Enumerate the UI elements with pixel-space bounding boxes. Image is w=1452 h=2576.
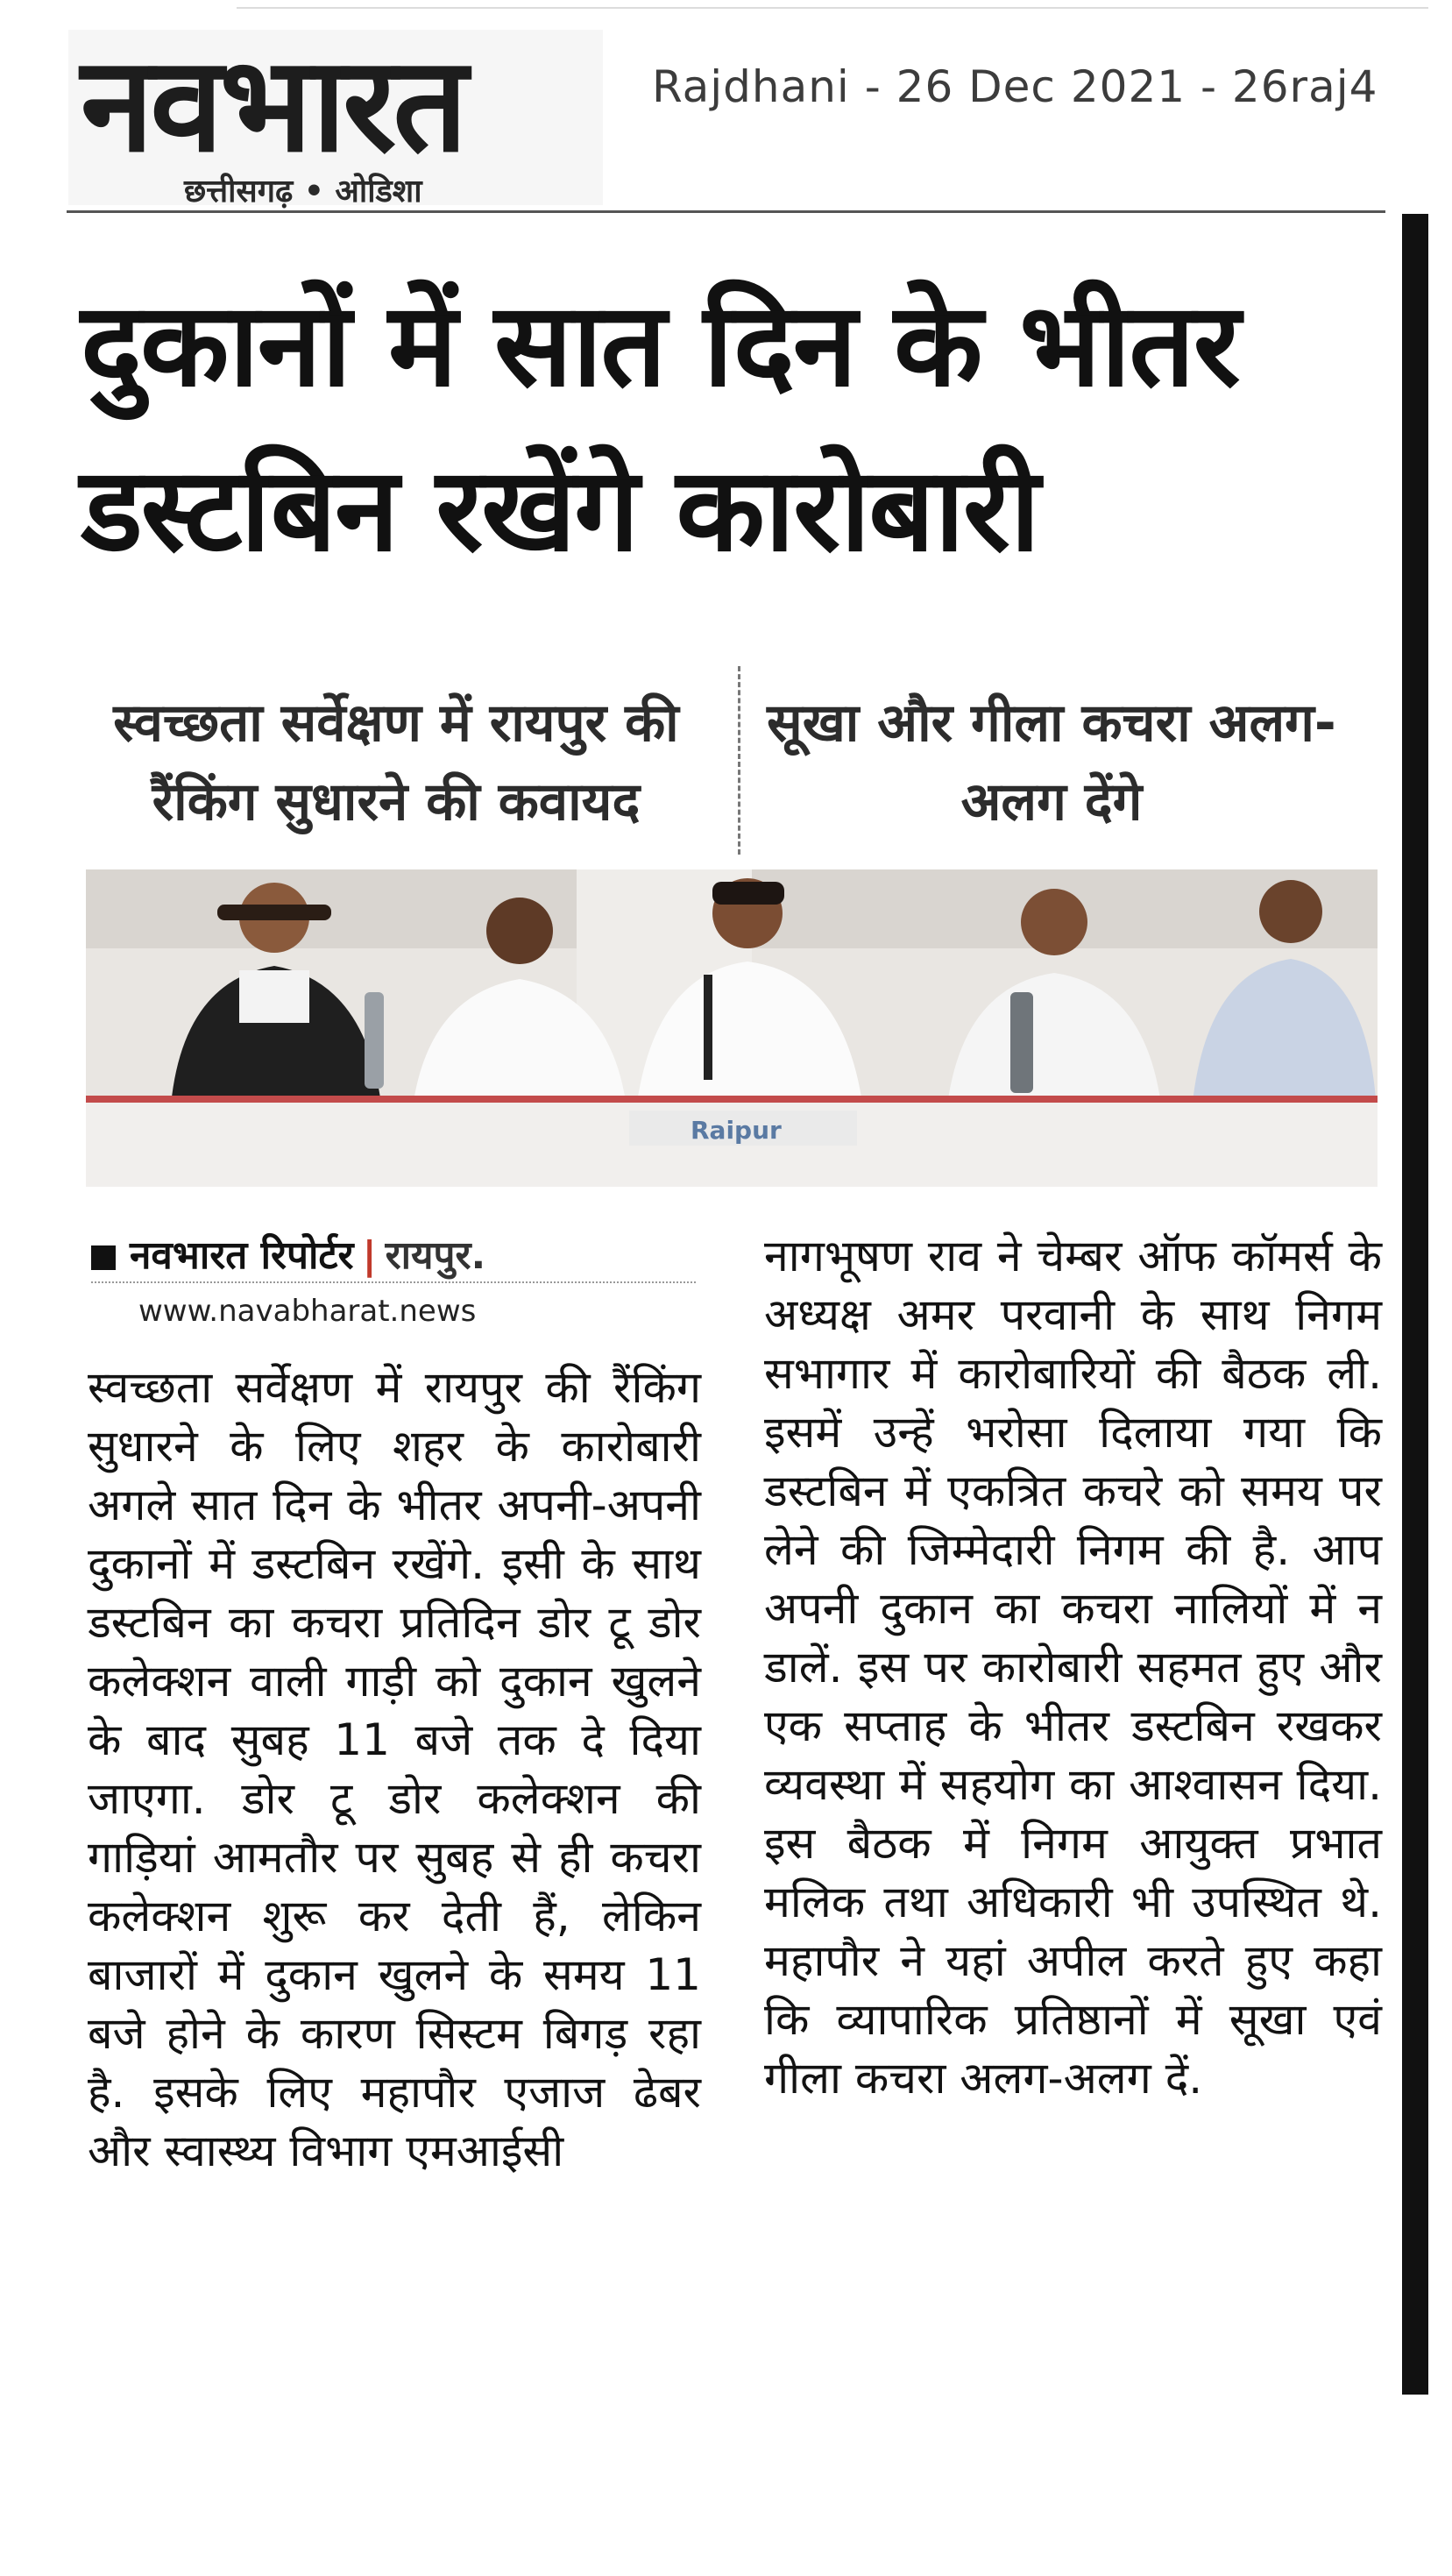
edition-line: Rajdhani - 26 Dec 2021 - 26raj4 [652, 61, 1378, 112]
article-column-right: नागभूषण राव ने चेम्बर ऑफ कॉमर्स के अध्यक्ष अमर परवानी के साथ निगम सभागार में कारोबारियों की बैठक ली. इसमें उन्हें भरोसा दिलाया गया कि डस्टबिन में एकत्रित कचरे को समय पर लेने की जिम्मेदारी निगम की है. आप अपनी दुकान का कचरा नालियों में न डालें. इस पर कारोबारी सहमत हुए और एक सप्ताह के भीतर डस्टबिन रखकर व्यवस्था में सहयोग का आश्वासन दिया. इस बैठक में निगम आयुक्त प्रभात मलिक तथा अधिकारी भी उपस्थित थे. महापौर ने यहां अपील करते हुए कहा कि व्यापारिक प्रतिष्ठानों में सूखा एवं गीला कचरा अलग-अलग दें. [764, 1231, 1382, 2104]
headline-line-2: डस्टबिन रखेंगे कारोबारी [81, 443, 1038, 578]
byline-square-icon [91, 1245, 116, 1270]
newspaper-logo: नवभारत [81, 29, 464, 181]
article-column-left: स्वच्छता सर्वेक्षण में रायपुर की रैंकिंग सुधारने के लिए शहर के कारोबारी अगले सात दिन के भीतर अपनी-अपनी दुकानों में डस्टबिन रखेंगे. इसी के साथ डस्टबिन का कचरा प्रतिदिन डोर टू डोर कलेक्शन वाली गाड़ी को दुकान खुलने के बाद सुबह 11 बजे तक दे दिया जाएगा. डोर टू डोर कलेक्शन की गाड़ियां आमतौर पर सुबह से ही कचरा कलेक्शन शुरू कर देती हैं, लेकिन बाजारों में दुकान खुलने के समय 11 बजे होने के कारण सिस्टम बिगड़ रहा है. इसके लिए महापौर एजाज ढेबर और स्वास्थ्य विभाग एमआईसी [88, 1362, 701, 2176]
meeting-photo [86, 869, 1378, 1187]
headline-line-1: दुकानों में सात दिन के भीतर [81, 278, 1239, 413]
page-edge-bar [1402, 214, 1428, 2395]
subheading-divider [738, 666, 740, 855]
byline-separator: | [362, 1233, 377, 1278]
masthead-rule [67, 210, 1385, 213]
photo-banner-text: Raipur [691, 1116, 782, 1145]
byline [91, 1227, 485, 1280]
byline-rule [91, 1281, 696, 1283]
subheading-right: सूखा और गीला कचरा अलग-अलग देंगे [767, 692, 1336, 833]
meeting-photo-illustration [86, 869, 1378, 1187]
byline-reporter: नवभारत रिपोर्टर [130, 1233, 354, 1278]
subheading-left: स्वच्छता सर्वेक्षण में रायपुर की रैंकिंग सुधारने की कवायद [113, 692, 679, 833]
byline-city: रायपुर. [385, 1233, 486, 1278]
headline [81, 263, 1395, 593]
logo-subtitle: छत्तीसगढ़ • ओडिशा [184, 174, 422, 209]
top-rule [237, 7, 1428, 9]
website-link[interactable]: www.navabharat.news [138, 1294, 477, 1329]
